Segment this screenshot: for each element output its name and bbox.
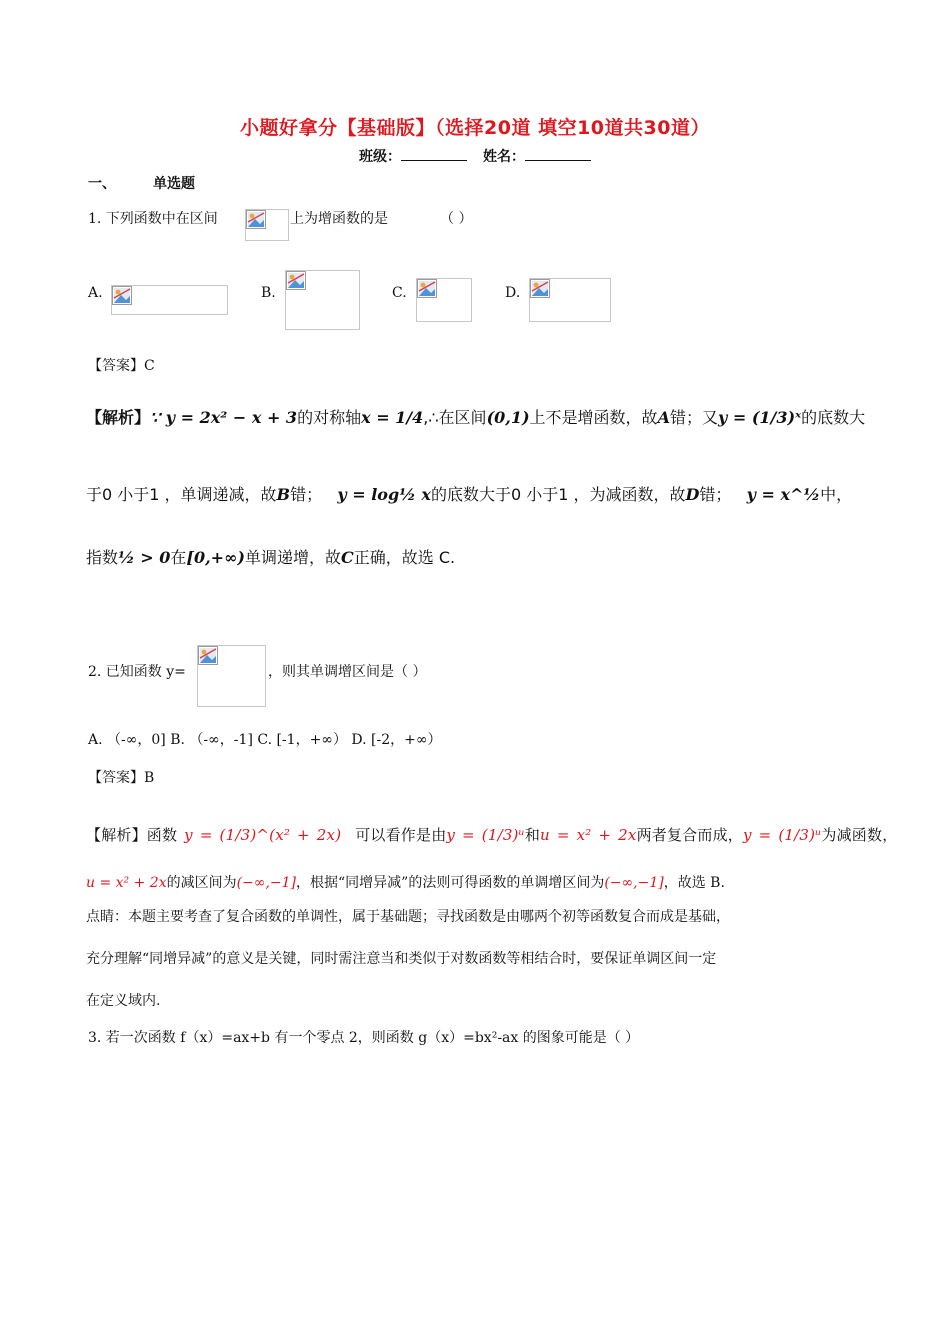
text: 正确，故选 C. <box>353 548 456 567</box>
q2-options: A. （-∞，0] B. （-∞，-1] C. [-1，+∞） D. [-2，+∞） <box>88 732 442 748</box>
q1-stem-start: 1. 下列函数中在区间 <box>88 211 218 227</box>
text: 上不是增函数，故 <box>529 408 658 427</box>
text: 可以看作是由 <box>355 826 447 844</box>
section-number: 一、 <box>88 176 116 192</box>
formula-exponent: ½ > 0 <box>118 548 171 567</box>
broken-image-icon <box>286 271 306 290</box>
q2-answer: 【答案】B <box>88 770 155 786</box>
text: 指数 <box>86 548 119 567</box>
q3-stem: 3. 若一次函数 f（x）=ax+b 有一个零点 2，则函数 g（x）=bx²-ax 的图象可能是（ ） <box>88 1030 640 1046</box>
text: 于0 小于1 ，单调递减，故 <box>86 485 277 504</box>
q2-note-line3: 在定义域内. <box>86 993 161 1009</box>
text: 错；又 <box>669 408 718 427</box>
option-letter: A <box>657 408 670 427</box>
formula-outer: y = (1/3)ᵘ <box>742 826 822 844</box>
name-blank[interactable] <box>525 148 591 161</box>
q1-solution-line2 <box>86 482 852 505</box>
document-title: 小题好拿分【基础版】（选择20道 填空10道共30道） <box>240 117 710 139</box>
broken-image-icon <box>417 279 437 298</box>
q1-option-c-label: C. <box>392 285 407 301</box>
formula-power: y = x^½ <box>746 485 821 504</box>
q2-solution-line2 <box>86 872 725 892</box>
q1-option-d-image[interactable] <box>529 278 611 322</box>
formula-inner: u = x² + 2x <box>86 875 167 891</box>
formula-interval: (0,1) <box>486 408 530 427</box>
text: ,∴在区间 <box>423 408 487 427</box>
q2-note-line1: 点睛：本题主要考查了复合函数的单调性，属于基础题；寻找函数是由哪两个初等函数复合而成是基础， <box>86 909 730 925</box>
text: 两者复合而成， <box>636 826 743 844</box>
broken-image-icon <box>112 286 132 305</box>
formula-inner: u = x² + 2x <box>540 826 637 844</box>
q1-option-d-label: D. <box>505 285 521 301</box>
text: 的底数大 <box>801 408 866 427</box>
name-label: 姓名： <box>483 149 525 165</box>
option-letter: D <box>685 485 700 504</box>
q1-interval-image <box>245 209 289 241</box>
text: 的对称轴 <box>297 408 362 427</box>
option-letter: B <box>276 485 291 504</box>
formula-log: y = log½ x <box>337 485 431 504</box>
q1-option-a-label: A. <box>88 285 103 301</box>
text: 单调递增，故 <box>244 548 341 567</box>
q2-stem-start: 2. 已知函数 y= <box>88 664 186 680</box>
text: 和 <box>524 826 541 844</box>
q2-solution-line1 <box>86 824 897 845</box>
section-title: 单选题 <box>153 176 195 192</box>
q1-answer-paren: （ ） <box>440 211 473 227</box>
text: 的底数大于0 小于1 ，为减函数，故 <box>430 485 686 504</box>
text: 中， <box>820 485 853 504</box>
student-info-line <box>0 146 950 166</box>
option-letter: C <box>341 548 354 567</box>
formula-exponential: y = (1/3)ˣ <box>718 408 802 427</box>
text: ，故选 B. <box>663 875 725 891</box>
q1-option-b-label: B. <box>261 285 276 301</box>
formula-quadratic: ∵ y = 2x² − x + 3 <box>150 408 298 427</box>
text: ，根据“同增异减”的法则可得函数的单调增区间为 <box>296 875 605 891</box>
q1-solution-line1 <box>86 405 865 428</box>
broken-image-icon <box>530 279 550 298</box>
q2-function-image <box>197 645 266 707</box>
q1-option-a-image[interactable] <box>111 285 228 315</box>
broken-image-icon <box>246 210 266 229</box>
formula-interval: (−∞,−1] <box>236 875 296 891</box>
text: 在 <box>170 548 187 567</box>
formula-outer: y = (1/3)ᵘ <box>446 826 525 844</box>
formula-axis: x = 1/4 <box>361 408 424 427</box>
text: 错； <box>290 485 323 504</box>
class-label: 班级： <box>359 149 401 165</box>
q1-option-b-image[interactable] <box>285 270 360 330</box>
q1-answer: 【答案】C <box>88 358 155 374</box>
solution-label: 【解析】 <box>86 408 151 427</box>
formula-interval: [0,+∞) <box>186 548 245 567</box>
solution-label: 【解析】函数 <box>86 826 178 844</box>
q2-note-line2: 充分理解“同增异减”的意义是关键，同时需注意当和类似于对数函数等相结合时，要保证单调区间一定 <box>86 951 717 967</box>
formula-interval: (−∞,−1] <box>604 875 664 891</box>
text: 为减函数， <box>821 826 898 844</box>
q1-option-c-image[interactable] <box>416 278 472 322</box>
text: 错； <box>699 485 732 504</box>
q1-stem-end: 上为增函数的是 <box>290 211 388 227</box>
class-blank[interactable] <box>401 148 467 161</box>
q1-solution-line3 <box>86 545 455 568</box>
q2-stem-end: ，则其单调增区间是（ ） <box>268 664 427 680</box>
formula-composite: y = (1/3)^(x² + 2x) <box>184 826 342 844</box>
text: 的减区间为 <box>166 875 237 891</box>
broken-image-icon <box>198 646 218 665</box>
